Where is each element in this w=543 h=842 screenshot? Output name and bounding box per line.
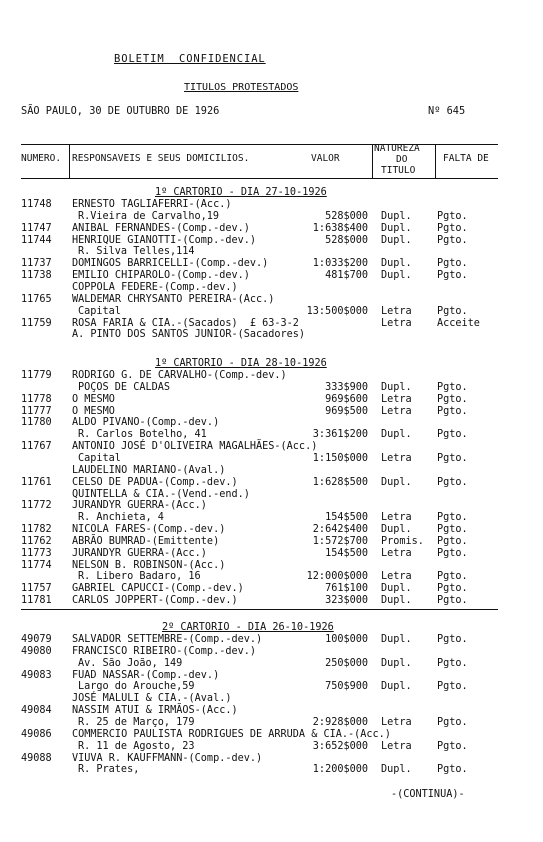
col-header-numero: NUMERO. xyxy=(21,153,62,164)
title-number: 49083 xyxy=(21,669,52,681)
debtor-name: COMMERCIO PAULISTA RODRIGUES DE ARRUDA & CIA.-(Acc.) xyxy=(72,728,391,740)
protest-line xyxy=(0,394,543,405)
protest-reason: Pgto. xyxy=(437,234,468,246)
protest-line xyxy=(0,536,543,547)
title-value: 323$000 xyxy=(325,595,368,607)
protest-line xyxy=(0,595,543,606)
protest-line xyxy=(0,382,543,393)
protest-line xyxy=(0,512,543,523)
title-number: 11780 xyxy=(21,417,52,429)
protest-reason: Pgto. xyxy=(437,547,468,559)
col-header-natureza-3: TITULO xyxy=(381,165,416,176)
title-number: 11762 xyxy=(21,535,52,547)
title-nature: Dupl. xyxy=(381,583,412,595)
protest-line xyxy=(0,500,543,511)
protest-reason: Pgto. xyxy=(437,222,468,234)
debtor-name: R. Anchieta, 4 xyxy=(78,512,164,524)
debtor-name: VIUVA R. KAUFFMANN-(Comp.-dev.) xyxy=(72,752,263,764)
title-number: 11747 xyxy=(21,222,52,234)
title-value: 154$500 xyxy=(325,512,368,524)
title-nature: Letra xyxy=(381,547,412,559)
protest-reason: Pgto. xyxy=(437,381,468,393)
protest-reason: Pgto. xyxy=(437,681,468,693)
title-value: 969$500 xyxy=(325,405,368,417)
title-value: 761$100 xyxy=(325,583,368,595)
debtor-name: ALDO PIVANO-(Comp.-dev.) xyxy=(72,417,220,429)
title-number: 49086 xyxy=(21,728,52,740)
title-value: 1:200$000 xyxy=(312,764,368,776)
title-nature: Dupl. xyxy=(381,476,412,488)
protest-line xyxy=(0,477,543,488)
title-value: 969$600 xyxy=(325,393,368,405)
title-value: 12:000$000 xyxy=(306,571,368,583)
debtor-name: R. Silva Telles,114 xyxy=(78,246,195,258)
protest-reason: Pgto. xyxy=(437,405,468,417)
title-nature: Dupl. xyxy=(381,524,412,536)
protest-line xyxy=(0,270,543,281)
debtor-name: JURANDYR GUERRA-(Acc.) xyxy=(72,547,207,559)
debtor-name: CARLOS JOPPERT-(Comp.-dev.) xyxy=(72,595,238,607)
col-divider-3 xyxy=(435,144,436,178)
title-nature: Letra xyxy=(381,405,412,417)
debtor-name: O MESMO xyxy=(72,393,115,405)
protest-line xyxy=(0,370,543,381)
title-nature: Letra xyxy=(381,740,412,752)
title-value: 3:652$000 xyxy=(312,740,368,752)
protest-line xyxy=(0,417,543,428)
title-number: 11777 xyxy=(21,405,52,417)
debtor-name: ABRÃO BUMRAD-(Emittente) xyxy=(72,535,220,547)
protest-line xyxy=(0,634,543,645)
title-number: 11779 xyxy=(21,370,52,381)
title-nature: Dupl. xyxy=(381,764,412,776)
title-number: 11744 xyxy=(21,234,52,246)
table-header-bottom-rule xyxy=(21,178,498,179)
debtor-name: Capital xyxy=(78,452,121,464)
protest-line xyxy=(0,258,543,269)
title-number: 49088 xyxy=(21,752,52,764)
debtor-name: JOSÉ MALULI & CIA.-(Aval.) xyxy=(72,693,232,705)
title-number: 11774 xyxy=(21,559,52,571)
title-value: 750$900 xyxy=(325,681,368,693)
protest-line xyxy=(0,571,543,582)
debtor-name: ERNESTO TAGLIAFERRI-(Acc.) xyxy=(72,199,232,210)
debtor-name: DOMINGOS BARRICELLI-(Comp.-dev.) xyxy=(72,258,269,270)
protest-reason: Pgto. xyxy=(437,657,468,669)
title-nature: Letra xyxy=(381,393,412,405)
debtor-name: Av. São João, 149 xyxy=(78,657,183,669)
bulletin-number: Nº 645 xyxy=(428,105,466,117)
protest-line xyxy=(0,429,543,440)
col-header-responsaveis: RESPONSAVEIS E SEUS DOMICILIOS. xyxy=(72,153,250,164)
protest-reason: Pgto. xyxy=(437,429,468,441)
protest-reason: Pgto. xyxy=(437,716,468,728)
debtor-name: A. PINTO DOS SANTOS JUNIOR-(Sacadores) xyxy=(72,329,306,341)
title-number: 11778 xyxy=(21,393,52,405)
title-number: 11772 xyxy=(21,500,52,512)
protest-line xyxy=(0,223,543,234)
protest-reason: Pgto. xyxy=(437,583,468,595)
debtor-name: Capital xyxy=(78,305,121,317)
title-nature: Dupl. xyxy=(381,595,412,607)
title-value: 2:928$000 xyxy=(312,716,368,728)
bulletin-subtitle: TITULOS PROTESTADOS xyxy=(184,82,299,93)
continua-footer: -(CONTINUA)- xyxy=(391,789,465,800)
protest-line xyxy=(0,489,543,500)
cartorio-heading: 1º CARTORIO - DIA 28-10-1926 xyxy=(155,358,327,369)
title-value: 1:628$500 xyxy=(312,476,368,488)
protest-reason: Pgto. xyxy=(437,634,468,645)
title-value: 1:572$700 xyxy=(312,535,368,547)
title-number: 11748 xyxy=(21,199,52,210)
protest-line xyxy=(0,199,543,210)
debtor-name: ANTONIO JOSÉ D'OLIVEIRA MAGALHÃES-(Acc.) xyxy=(72,441,318,453)
title-number: 49084 xyxy=(21,705,52,717)
protest-line xyxy=(0,753,543,764)
title-nature: Dupl. xyxy=(381,657,412,669)
title-number: 11782 xyxy=(21,524,52,536)
cartorio-heading: 2º CARTORIO - DIA 26-10-1926 xyxy=(162,622,334,633)
title-nature: Dupl. xyxy=(381,429,412,441)
protest-line xyxy=(0,729,543,740)
debtor-name: EMILIO CHIPAROLO-(Comp.-dev.) xyxy=(72,270,250,282)
title-nature: Letra xyxy=(381,452,412,464)
title-number: 11737 xyxy=(21,258,52,270)
title-nature: Dupl. xyxy=(381,270,412,282)
debtor-name: POÇOS DE CALDAS xyxy=(78,381,171,393)
protest-reason: Pgto. xyxy=(437,393,468,405)
title-value: 1:638$400 xyxy=(312,222,368,234)
title-value: 250$000 xyxy=(325,657,368,669)
title-nature: Promis. xyxy=(381,535,424,547)
title-nature: Dupl. xyxy=(381,381,412,393)
debtor-name: LAUDELINO MARIANO-(Aval.) xyxy=(72,464,226,476)
debtor-name: R. Libero Badaro, 16 xyxy=(78,571,201,583)
title-number: 11738 xyxy=(21,270,52,282)
protest-reason: Pgto. xyxy=(437,270,468,282)
title-value: 2:642$400 xyxy=(312,524,368,536)
title-value: 154$500 xyxy=(325,547,368,559)
protest-line xyxy=(0,453,543,464)
debtor-name: HENRIQUE GIANOTTI-(Comp.-dev.) xyxy=(72,234,257,246)
debtor-name: FRANCISCO RIBEIRO-(Comp.-dev.) xyxy=(72,645,257,657)
col-header-valor: VALOR xyxy=(311,153,340,164)
protest-line xyxy=(0,548,543,559)
title-number: 49080 xyxy=(21,645,52,657)
debtor-name: Largo do Arouche,59 xyxy=(78,681,195,693)
protest-line xyxy=(0,294,543,305)
title-number: 11761 xyxy=(21,476,52,488)
debtor-name: FUAD NASSAR-(Comp.-dev.) xyxy=(72,669,220,681)
title-number: 11759 xyxy=(21,317,52,329)
title-nature: Dupl. xyxy=(381,222,412,234)
protest-line xyxy=(0,670,543,681)
protest-line xyxy=(0,764,543,775)
debtor-name: O MESMO xyxy=(72,405,115,417)
place-date: SÃO PAULO, 30 DE OUTUBRO DE 1926 xyxy=(21,105,220,117)
protest-reason: Pgto. xyxy=(437,571,468,583)
title-number: 49079 xyxy=(21,634,52,645)
debtor-name: NELSON B. ROBINSON-(Acc.) xyxy=(72,559,226,571)
debtor-name: ANIBAL FERNANDES-(Comp.-dev.) xyxy=(72,222,250,234)
protest-line xyxy=(0,246,543,257)
protest-reason: Pgto. xyxy=(437,524,468,536)
bulletin-title: BOLETIM CONFIDENCIAL xyxy=(114,53,266,65)
protest-line xyxy=(0,329,543,340)
debtor-name: R. Prates, xyxy=(78,764,140,776)
protest-line xyxy=(0,318,543,329)
col-divider-2 xyxy=(372,144,373,178)
debtor-name: COPPOLA FEDERE-(Comp.-dev.) xyxy=(72,281,238,293)
debtor-name: R. 25 de Março, 179 xyxy=(78,716,195,728)
protest-line xyxy=(0,583,543,594)
title-value: 100$000 xyxy=(325,634,368,645)
title-nature: Dupl. xyxy=(381,634,412,645)
debtor-name: QUINTELLA & CIA.-(Vend.-end.) xyxy=(72,488,250,500)
title-number: 11767 xyxy=(21,441,52,453)
title-nature: Dupl. xyxy=(381,258,412,270)
debtor-name: R. Carlos Botelho, 41 xyxy=(78,429,207,441)
debtor-name: ROSA FARIA & CIA.-(Sacados) £ 63-3-2 xyxy=(72,317,299,329)
col-header-falta: FALTA DE xyxy=(443,153,489,164)
protest-line xyxy=(0,646,543,657)
protest-line xyxy=(0,211,543,222)
protest-reason: Pgto. xyxy=(437,210,468,222)
protest-reason: Pgto. xyxy=(437,764,468,776)
title-value: 528$000 xyxy=(325,210,368,222)
title-value: 528$000 xyxy=(325,234,368,246)
section-separator-rule xyxy=(21,609,498,610)
protest-line xyxy=(0,306,543,317)
title-nature: Dupl. xyxy=(381,210,412,222)
title-value: 3:361$200 xyxy=(312,429,368,441)
protest-line xyxy=(0,658,543,669)
debtor-name: NASSIM ATUI & IRMÃOS-(Acc.) xyxy=(72,705,238,717)
debtor-name: CELSO DE PADUA-(Comp.-dev.) xyxy=(72,476,238,488)
table-top-rule xyxy=(21,144,498,145)
title-nature: Letra xyxy=(381,512,412,524)
debtor-name: JURANDYR GUERRA-(Acc.) xyxy=(72,500,207,512)
debtor-name: R. 11 de Agosto, 23 xyxy=(78,740,195,752)
protest-reason: Acceite xyxy=(437,317,480,329)
protest-line xyxy=(0,441,543,452)
protest-line xyxy=(0,282,543,293)
protest-reason: Pgto. xyxy=(437,476,468,488)
cartorio-heading: 1º CARTORIO - DIA 27-10-1926 xyxy=(155,187,327,198)
protest-reason: Pgto. xyxy=(437,595,468,607)
protest-reason: Pgto. xyxy=(437,305,468,317)
title-nature: Dupl. xyxy=(381,681,412,693)
debtor-name: RODRIGO G. DE CARVALHO-(Comp.-dev.) xyxy=(72,370,287,381)
title-nature: Dupl. xyxy=(381,234,412,246)
col-header-natureza-2: DO xyxy=(396,154,408,165)
debtor-name: GABRIEL CAPUCCI-(Comp.-dev.) xyxy=(72,583,244,595)
protest-line xyxy=(0,693,543,704)
protest-reason: Pgto. xyxy=(437,452,468,464)
col-header-natureza-1: NATUREZA xyxy=(374,143,420,154)
protest-line xyxy=(0,406,543,417)
title-number: 11765 xyxy=(21,293,52,305)
title-nature: Letra xyxy=(381,716,412,728)
title-nature: Letra xyxy=(381,305,412,317)
title-number: 11781 xyxy=(21,595,52,607)
title-nature: Letra xyxy=(381,317,412,329)
title-number: 11757 xyxy=(21,583,52,595)
debtor-name: NICOLA FARES-(Comp.-dev.) xyxy=(72,524,226,536)
title-value: 1:033$200 xyxy=(312,258,368,270)
debtor-name: WALDEMAR CHRYSANTO PEREIRA-(Acc.) xyxy=(72,293,275,305)
protest-line xyxy=(0,741,543,752)
protest-line xyxy=(0,524,543,535)
title-value: 481$700 xyxy=(325,270,368,282)
title-value: 333$900 xyxy=(325,381,368,393)
col-divider-1 xyxy=(69,144,70,178)
protest-line xyxy=(0,235,543,246)
title-nature: Letra xyxy=(381,571,412,583)
protest-reason: Pgto. xyxy=(437,512,468,524)
title-value: 1:150$000 xyxy=(312,452,368,464)
protest-line xyxy=(0,681,543,692)
debtor-name: SALVADOR SETTEMBRE-(Comp.-dev.) xyxy=(72,634,263,645)
title-number: 11773 xyxy=(21,547,52,559)
protest-reason: Pgto. xyxy=(437,740,468,752)
protest-reason: Pgto. xyxy=(437,258,468,270)
protest-line xyxy=(0,705,543,716)
protest-line xyxy=(0,717,543,728)
title-value: 13:500$000 xyxy=(306,305,368,317)
protest-line xyxy=(0,465,543,476)
protest-line xyxy=(0,560,543,571)
debtor-name: R.Vieira de Carvalho,19 xyxy=(78,210,220,222)
protest-reason: Pgto. xyxy=(437,535,468,547)
